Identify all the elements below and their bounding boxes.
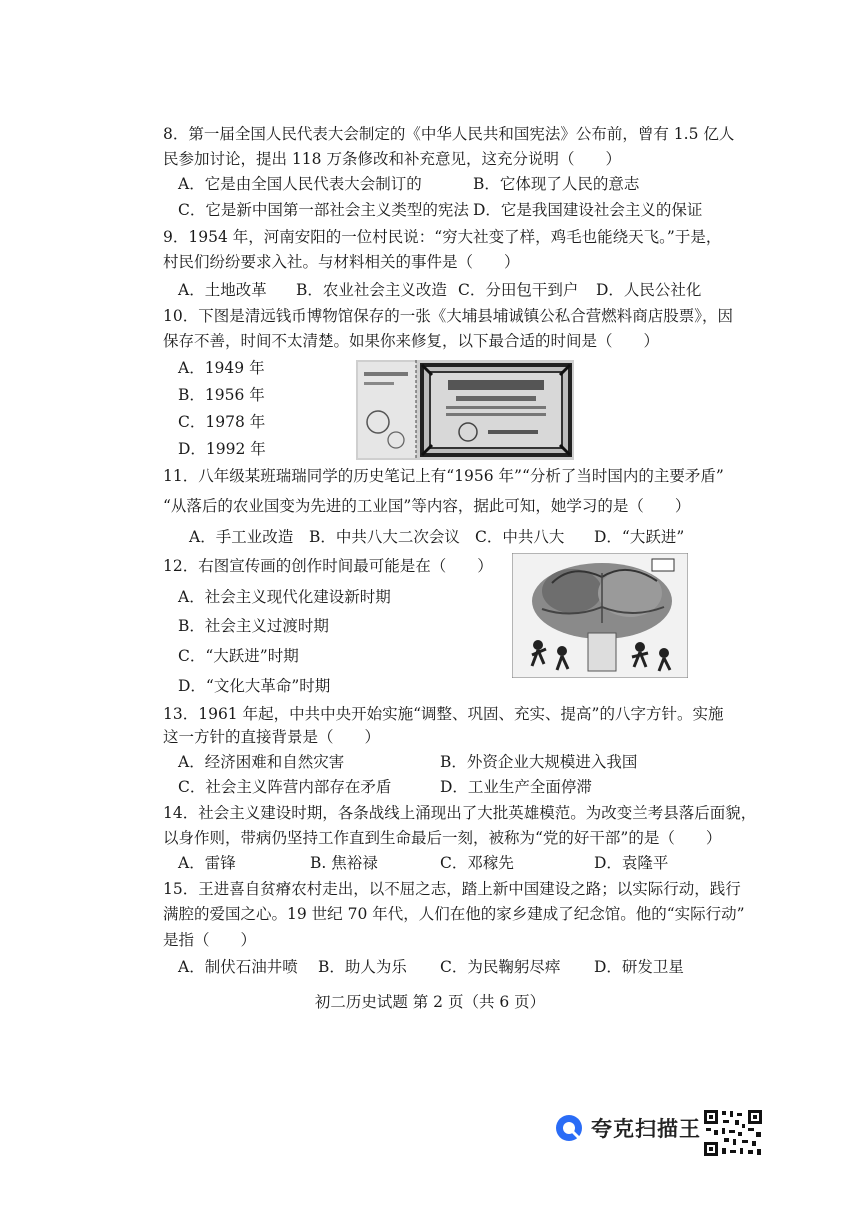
q9-option-d: D．人民公社化 [596,281,702,299]
q11-option-a: A．手工业改造 [189,528,294,546]
stock-certificate-image [356,360,574,460]
qr-code-icon [702,1108,764,1158]
q14-option-c: C．邓稼先 [440,854,514,872]
q10-stem-line1: 10．下图是清远钱币博物馆保存的一张《大埔县埔诚镇公私合营燃料商店股票》，因 [163,307,733,325]
q14-option-d: D．袁隆平 [594,854,669,872]
q8-option-d: D．它是我国建设社会主义的保证 [473,201,703,219]
q8-option-c: C．它是新中国第一部社会主义类型的宪法 [178,201,469,219]
q13-stem-line2: 这一方针的直接背景是（ ） [163,728,381,746]
q15-stem-line3: 是指（ ） [163,931,257,949]
q15-stem-line1: 15．王进喜自贫瘠农村走出，以不屈之志，踏上新中国建设之路；以实际行动，践行 [163,880,741,898]
q15-option-d: D．研发卫星 [594,958,684,976]
quark-logo-icon [555,1114,583,1142]
q11-option-b: B．中共八大二次会议 [309,528,460,546]
brand-name: 夸克扫描王 [591,1117,701,1141]
q11-option-d: D．“大跃进” [594,528,685,546]
q13-option-d: D．工业生产全面停滞 [440,778,592,796]
q11-stem-line2: “从落后的农业国变为先进的工业国”等内容，据此可知，她学习的是（ ） [163,497,691,515]
q13-option-a: A．经济困难和自然灾害 [178,753,345,771]
q9-option-b: B．农业社会主义改造 [296,281,447,299]
q11-option-c: C．中共八大 [475,528,565,546]
q10-option-a: A．1949 年 [178,359,265,377]
q8-option-b: B．它体现了人民的意志 [473,175,640,193]
q12-option-a: A．社会主义现代化建设新时期 [178,588,391,606]
q12-option-c: C．“大跃进”时期 [178,647,299,665]
q15-stem-line2: 满腔的爱国之心。19 世纪 70 年代，人们在他的家乡建成了纪念馆。他的“实际行动” [163,905,745,923]
q13-option-c: C．社会主义阵营内部存在矛盾 [178,778,392,796]
q14-stem-line1: 14．社会主义建设时期，各条战线上涌现出了大批英雄模范。为改变兰考县落后面貌， [163,804,757,822]
q10-option-d: D．1992 年 [178,440,266,458]
q9-stem-line2: 村民们纷纷要求入社。与材料相关的事件是（ ） [163,253,520,271]
q10-option-b: B．1956 年 [178,386,265,404]
q10-stem-line2: 保存不善，时间不太清楚。如果你来修复，以下最合适的时间是（ ） [163,332,660,350]
q12-option-b: B．社会主义过渡时期 [178,617,329,635]
q13-option-b: B．外资企业大规模进入我国 [440,753,638,771]
q9-option-a: A．土地改革 [178,281,267,299]
scanner-watermark [555,1113,701,1143]
q14-option-a: A．雷锋 [178,854,236,872]
q11-stem-line1: 11．八年级某班瑞瑞同学的历史笔记上有“1956 年”“分析了当时国内的主要矛盾” [163,467,724,485]
q15-option-b: B．助人为乐 [318,958,407,976]
propaganda-poster-image [512,553,688,678]
q9-option-c: C．分田包干到户 [458,281,579,299]
q8-option-a: A．它是由全国人民代表大会制订的 [178,175,422,193]
q15-option-c: C．为民鞠躬尽瘁 [440,958,561,976]
q8-stem-line1: 8．第一届全国人民代表大会制定的《中华人民共和国宪法》公布前，曾有 1.5 亿人 [163,125,735,143]
q9-stem-line1: 9．1954 年，河南安阳的一位村民说：“穷大社变了样，鸡毛也能绕天飞。”于是， [163,228,722,246]
q14-stem-line2: 以身作则，带病仍坚持工作直到生命最后一刻，被称为“党的好干部”的是（ ） [163,829,722,847]
q12-option-d: D．“文化大革命”时期 [178,677,331,695]
q15-option-a: A．制伏石油井喷 [178,958,298,976]
q8-stem-line2: 民参加讨论，提出 118 万条修改和补充意见，这充分说明（ ） [163,150,621,168]
q12-stem: 12．右图宣传画的创作时间最可能是在（ ） [163,557,493,575]
q10-option-c: C．1978 年 [178,413,266,431]
q14-option-b: B. 焦裕禄 [310,854,378,872]
q13-stem-line1: 13．1961 年起，中共中央开始实施“调整、巩固、充实、提高”的八字方针。实施 [163,705,724,723]
page-footer: 初二历史试题 第 2 页（共 6 页） [314,993,546,1011]
